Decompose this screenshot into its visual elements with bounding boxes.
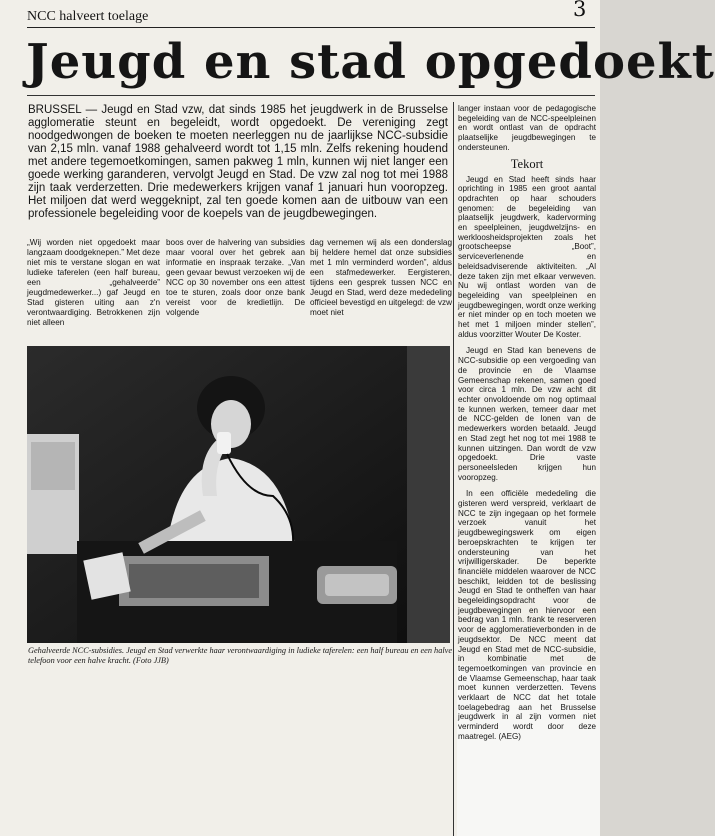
article-column-2: boos over de halvering van subsidies maar vooral over het gebrek aan informatie en inspraak terzake. „Van geen gevaar bewust verzoeken wij de NCC op 30 november ons een attest toe te sturen, zoals door onze bank vereist voor de kredietlijn. De volgende [166,238,305,317]
right-column-paragraph-1: Jeugd en Stad heeft sinds haar oprichting in 1985 een groot aantal opdrachten op haar schouders genomen: de begeleiding van plaatselijk jeugdwerk, kadervorming en speelpleinen, jeugdwelzijns- en werkloosheidsprojekten zoals het grootscheepse „Boot”, serviceverlenende en beleidsadviserende aktiviteiten. „Al deze taken zijn met elkaar verweven. Nu wij ontlast worden van de begeleiding van speelpleinen en jeugdbewegingen, wordt onze werking er niet minder op en toch moeten we het met 1 miljoen minder stellen”, aldus voorzitter Wouter De Koster. [458,174,596,339]
subheading-tekort: Tekort [510,156,544,171]
article-column-1: „Wij worden niet opgedoekt maar langzaam doodgeknepen.” Met deze niet mis te verstane slogan en wat ludieke taferelen (een half bureau, een „gehalveerde” jeugdmedewerker...) gaf Jeugd en Stad gisteren uiting aan z'n verontwaardiging. Betrokkenen zijn niet alleen [27,238,160,327]
handwritten-page-number: 3 [573,0,587,21]
article-photo [27,346,450,643]
headline-rule [27,95,595,96]
photo-image [27,346,450,643]
right-column [458,104,596,749]
column-separator [453,102,454,836]
article-lede: BRUSSEL — Jeugd en Stad vzw, dat sinds 1985 het jeugdwerk in de Brusselse agglomeratie steunt en begeleidt, wordt opgedoekt. De vereniging zegt noodgedwongen de boeken te moeten neerleggen nu de jaarlijkse NCC-subsidie van 2,15 mln. vanaf 1988 gehalveerd wordt tot 1,15 mln. Zelfs rekening houdend met andere tegemoetkomingen, samen pakweg 1 mln, kunnen wij niet langer een goede werking garanderen, vervolgt Jeugd en Stad. De vzw zal nog tot mei 1988 zijn taak verderzetten. Drie medewerkers krijgen vanaf 1 januari hun vooropzeg. Het miljoen dat werd weggeknipt, zal ten goede komen aan de uitbouw van een professionele begeleiding voor de koepels van de jeugdbewegingen. [28,104,448,220]
kicker-headline: NCC halveert toelage [27,9,149,24]
photo-caption: Gehalveerde NCC-subsidies. Jeugd en Stad verwerkte haar verontwaardiging in ludieke taferelen: een half bureau en een halve telefoon voor een halve kracht. (Foto JJB) [28,646,453,665]
main-headline: Jeugd en stad opgedoekt [26,34,715,90]
right-column-paragraph-3: In een officiële mededeling die gisteren werd verspreid, verklaart de NCC te zijn ingegaan op het formele verzoek vanuit het jeugdbewegingswerk om eigen beroepskrachten te krijgen ter ondersteuning van het vrijwilligerskader. De beperkte financiële middelen waarover de NCC beschikt, leidden tot de beslissing Jeugd en Stad te ontheffen van haar begeleidingsopdracht voor de jeugdbewegingen en hiervoor een bedrag van 1 mln. frank te reserveren voor de agglomeratieverbonden in de jeugdsektor. De NCC meent dat Jeugd en Stad met de NCC-subsidie, in kombinatie met de tegemoetkomingen van provincie en de Vlaamse Gemeenschap, haar taak moet kunnen verderzetten. Tevens verklaart de NCC dat het totale toelagebedrag aan het Brusselse jeugdwerk in al zijn vormen niet verminderd wordt door deze maatregel. (AEG) [458,489,596,741]
article-column-3: dag vernemen wij als een donderslag bij heldere hemel dat onze subsidies met 1 mln verminderd worden”, aldus een stafmedewerker. Eergisteren, tijdens een gesprek tussen NCC en Jeugd en Stad, werd deze mededeling officieel bevestigd en uitgelegd: de vzw moet niet [310,238,452,317]
right-column-paragraph-2: Jeugd en Stad kan benevens de NCC-subsidie op een vergoeding van de provincie en de Vlaamse Gemeenschap rekenen, samen goed voor circa 1 mln. De vzw acht dit echter onvoldoende om nog optimaal te kunnen werken, temeer daar met de NCC-gelden de lonen van de medewerkers worden betaald. Jeugd en Stad zegt het nog tot mei 1988 te kunnen uitzingen. Dan wordt de vzw opgedoekt. Drie vaste personeelsleden krijgen hun vooropzeg. [458,346,596,482]
kicker-rule [27,27,595,28]
right-column-intro: langer instaan voor de pedagogische begeleiding van de NCC-speelpleinen en wordt ontlast van de opdracht plaatselijke jeugdbewegingen te ondersteunen. [458,104,596,152]
